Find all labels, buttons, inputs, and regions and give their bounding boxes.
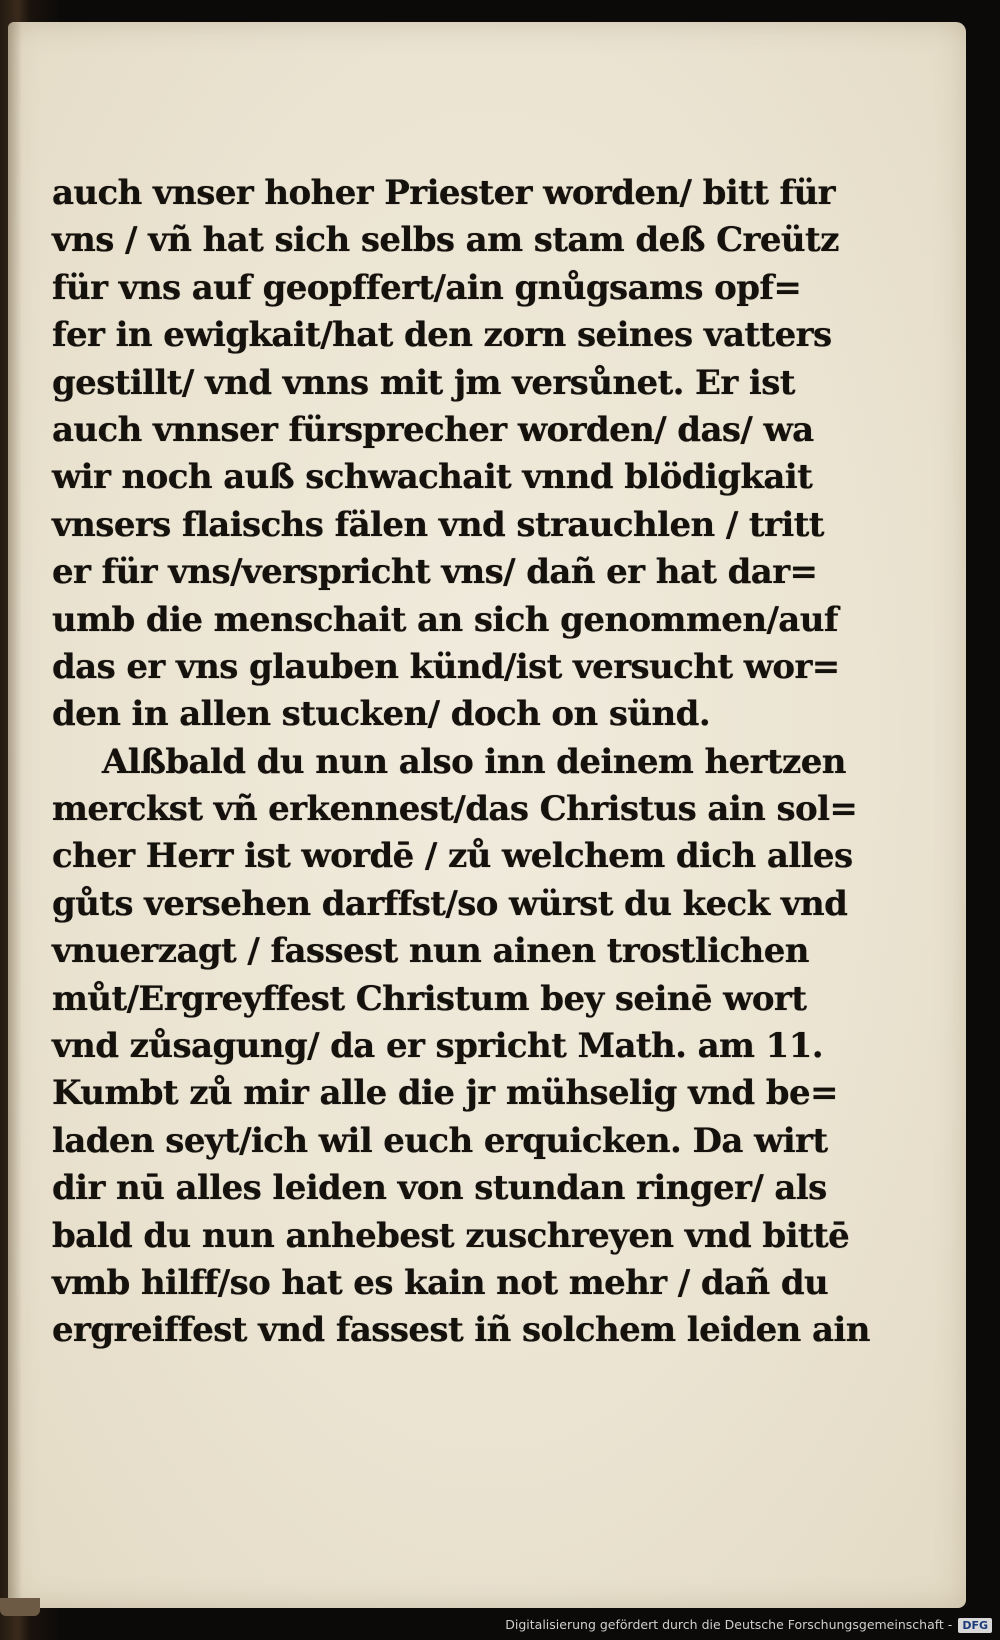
text-line: vnd zůsagung/ da er spricht Math. am 11. xyxy=(52,1026,824,1067)
text-line: merckst vñ erkennest/das Christus ain sol= xyxy=(52,789,858,830)
scanner-background xyxy=(960,0,1000,1640)
text-line: das er vns glauben künd/ist versucht wor= xyxy=(52,646,840,687)
text-line: fer in ewigkait/hat den zorn seines vatters xyxy=(52,315,832,356)
text-line: er für vns/verspricht vns/ dañ er hat dar= xyxy=(52,552,818,593)
text-line: můt/Ergreyffest Christum bey seinē wort xyxy=(52,978,807,1019)
book-page xyxy=(8,22,966,1608)
page-text-block xyxy=(52,170,870,1355)
text-line: ergreiffest vnd fassest iñ solchem leiden ain xyxy=(52,1310,870,1351)
text-line: bald du nun anhebest zuschreyen vnd bittē xyxy=(52,1215,850,1256)
text-line: für vns auf geopffert/ain gnůgsams opf= xyxy=(52,267,802,308)
text-line: vnuerzagt / fassest nun ainen trostlichen xyxy=(52,931,809,972)
digitization-credit xyxy=(505,1614,992,1636)
text-line: dir nū alles leiden von stundan ringer/ als xyxy=(52,1168,827,1209)
text-line: cher Herr ist wordē / zů welchem dich alles xyxy=(52,836,853,877)
text-line: gestillt/ vnd vnns mit jm versůnet. Er ist xyxy=(52,362,795,403)
text-line: vnsers flaischs fälen vnd strauchlen / tritt xyxy=(52,504,824,545)
text-line: auch vnser hoher Priester worden/ bitt für xyxy=(52,173,835,213)
paragraph-start-line: Alßbald du nun also inn deinem hertzen xyxy=(102,741,846,782)
text-line: wir noch auß schwachait vnnd blödigkait xyxy=(52,457,813,498)
dfg-logo-icon: DFG xyxy=(958,1618,992,1633)
credit-text: Digitalisierung gefördert durch die Deutsche Forschungsgemeinschaft - xyxy=(505,1617,953,1632)
text-line: den in allen stucken/ doch on sünd. xyxy=(52,694,711,735)
text-line: gůts versehen darffst/so würst du keck vnd xyxy=(52,883,848,924)
page-edge-tab xyxy=(0,1598,40,1616)
text-line: vns / vñ hat sich selbs am stam deß Creütz xyxy=(52,220,839,261)
text-line: auch vnnser fürsprecher worden/ das/ wa xyxy=(52,409,814,450)
text-line: umb die menschait an sich genommen/auf xyxy=(52,599,838,640)
text-line: vmb hilff/so hat es kain not mehr / dañ du xyxy=(52,1262,829,1303)
text-line: Kumbt zů mir alle die jr mühselig vnd be= xyxy=(52,1073,838,1114)
text-line: laden seyt/ich wil euch erquicken. Da wirt xyxy=(52,1120,828,1161)
